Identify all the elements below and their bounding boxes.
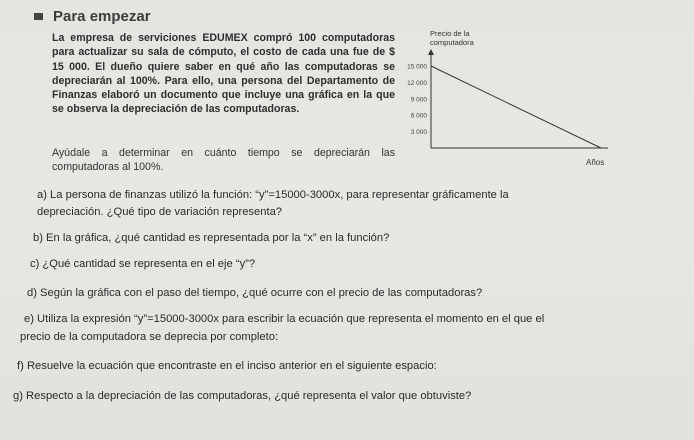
y-tick-labels <box>407 64 427 137</box>
section-title <box>50 8 151 25</box>
chart-xlabel: Años <box>586 158 605 167</box>
series-line <box>431 66 601 148</box>
question-e-line2: precio de la computadora se deprecia por completo: <box>20 331 279 343</box>
y-tick-label: 6 000 <box>410 112 427 120</box>
question-c: c) ¿Qué cantidad se representa en el eje “y”? <box>30 258 256 270</box>
question-a-line2: depreciación. ¿Qué tipo de variación representa? <box>37 206 283 218</box>
chart-ylabel-line2: computadora <box>430 38 474 47</box>
help-paragraph: Ayúdale a determinar en cuánto tiempo se depreciarán las computadoras al 100%. <box>52 147 395 174</box>
question-b: b) En la gráfica, ¿qué cantidad es representada por la “x” en la función? <box>33 232 390 244</box>
question-d: d) Según la gráfica con el paso del tiempo, ¿qué ocurre con el precio de las computadoras? <box>27 287 483 299</box>
question-f: f) Resuelve la ecuación que encontraste en el inciso anterior en el siguiente espacio: <box>17 360 437 372</box>
y-tick-label: 9 000 <box>410 96 427 104</box>
bullet-icon <box>34 13 43 20</box>
y-tick-label: 15 000 <box>407 63 427 71</box>
section-title-text: Para empezar <box>53 8 151 25</box>
depreciation-chart <box>398 28 628 176</box>
question-e-line1: e) Utiliza la expresión “y”=15000-3000x para escribir la ecuación que representa el momento en el que el <box>24 313 545 325</box>
intro-paragraph: La empresa de serviciones EDUMEX compró 100 computadoras para actualizar su sala de cómputo, el costo de cada una fue de $ 15 000. El dueño quiere saber en qué año las computadoras se depreciarán al 100%. Para ello, una persona del Departamento de Finanzas elaboró un documento que incluye una gráfica en la que se observa la depreciación de las computadoras. <box>52 32 395 116</box>
y-tick-label: 3 000 <box>410 129 427 137</box>
y-axis-arrow-icon <box>428 49 434 55</box>
y-tick-label: 12 000 <box>407 79 427 87</box>
chart-ylabel-line1: Precio de la <box>430 29 470 38</box>
question-a-line1: a) La persona de finanzas utilizó la función: “y”=15000-3000x, para representar gráficamente la <box>37 189 509 201</box>
question-g: g) Respecto a la depreciación de las computadoras, ¿qué representa el valor que obtuviste? <box>13 390 472 402</box>
